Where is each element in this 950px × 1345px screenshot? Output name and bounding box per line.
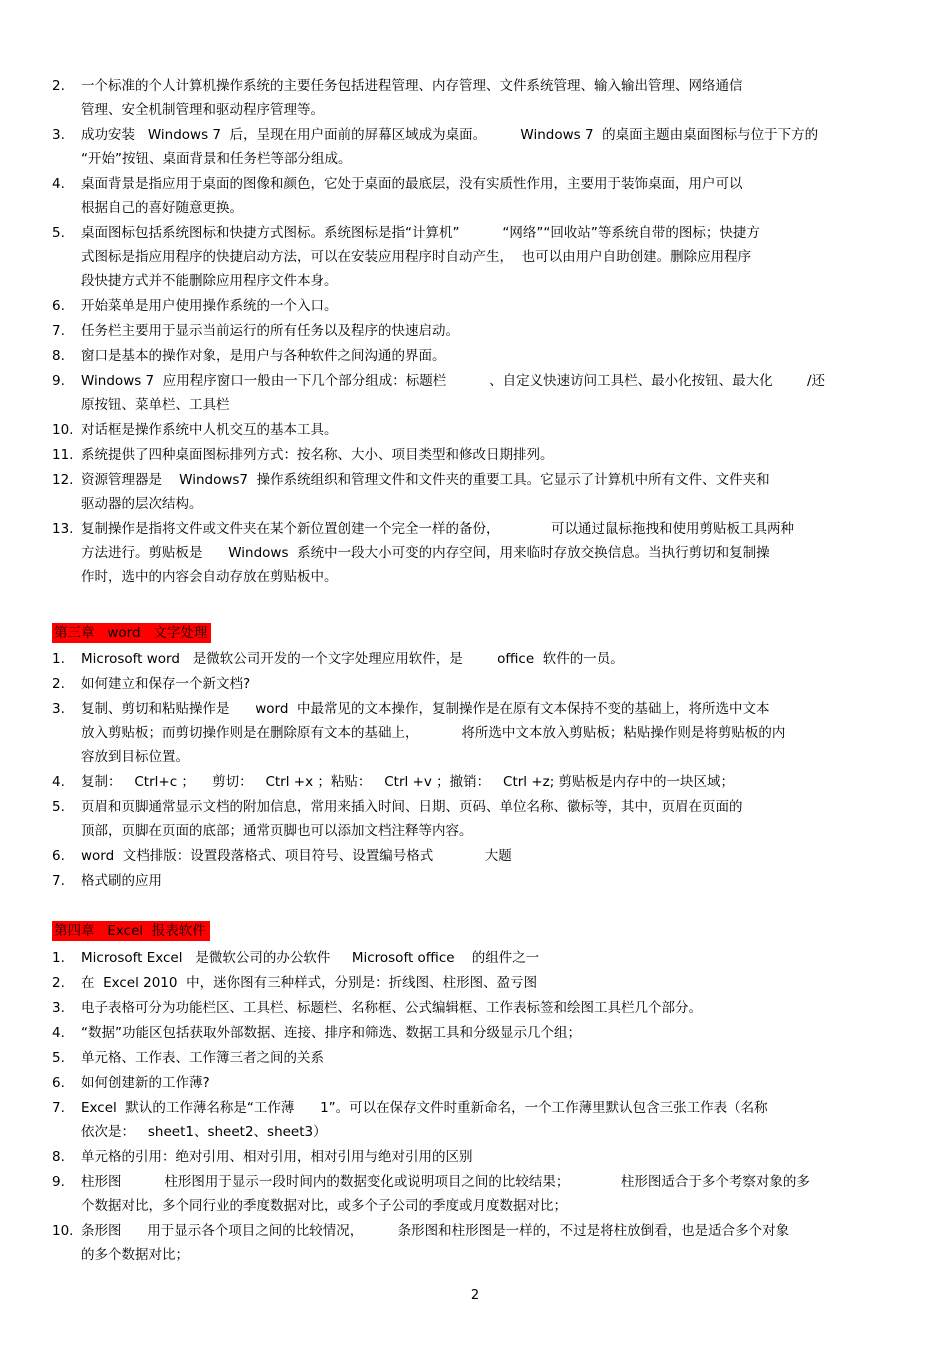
- list-item: [0, 221, 950, 293]
- list-item: [0, 770, 950, 794]
- item-number: 7.: [52, 873, 65, 889]
- list-item: [0, 672, 950, 696]
- item-text-line: 驱动器的层次结构。: [81, 496, 203, 512]
- item-number: 8.: [52, 348, 65, 364]
- list-item: [0, 1096, 950, 1144]
- list-item: [0, 418, 950, 442]
- list-item: [0, 1046, 950, 1070]
- item-text-line: 复制操作是指将文件或文件夹在某个新位置创建一个完全一样的备份， 可以通过鼠标拖拽和使用剪贴板工具两种: [81, 521, 794, 537]
- item-number: 3.: [52, 701, 65, 717]
- item-text-line: Excel 默认的工作薄名称是“工作薄 1”。可以在保存文件时重新命名，一个工作薄里默认包含三张工作表（名称: [81, 1100, 768, 1116]
- item-number: 6.: [52, 1075, 65, 1091]
- item-number: 10.: [52, 422, 74, 438]
- item-text-line: 个数据对比，多个同行业的季度数据对比，或多个子公司的季度或月度数据对比；: [81, 1198, 567, 1214]
- item-number: 11.: [52, 447, 74, 463]
- list-item: [0, 1071, 950, 1095]
- list-item: [0, 443, 950, 467]
- item-text-line: 系统提供了四种桌面图标排列方式：按名称、大小、项目类型和修改日期排列。: [81, 447, 554, 463]
- item-text-line: word 文档排版：设置段落格式、项目符号、设置编号格式 大题: [81, 848, 512, 864]
- list-item: [0, 319, 950, 343]
- item-text-line: 格式刷的应用: [81, 873, 162, 889]
- item-number: 1.: [52, 950, 65, 966]
- item-text-line: 柱形图 柱形图用于显示一段时间内的数据变化或说明项目之间的比较结果； 柱形图适合于多个考察对象的多: [81, 1174, 810, 1190]
- item-text-line: Microsoft Excel 是微软公司的办公软件 Microsoft office 的组件之一: [81, 950, 540, 966]
- item-text-line: “数据”功能区包括获取外部数据、连接、排序和筛选、数据工具和分级显示几个组；: [81, 1025, 581, 1041]
- item-text-line: 作时，选中的内容会自动存放在剪贴板中。: [81, 569, 338, 585]
- list-item: [0, 697, 950, 769]
- item-number: 3.: [52, 127, 65, 143]
- item-number: 2.: [52, 975, 65, 991]
- list-item: [0, 172, 950, 220]
- list-item: [0, 468, 950, 516]
- list-item: [0, 1170, 950, 1218]
- item-text-line: 桌面图标包括系统图标和快捷方式图标。系统图标是指“计算机” “网络”“回收站”等系统自带的图标；快捷方: [81, 225, 760, 241]
- list-item: [0, 946, 950, 970]
- list-item: [0, 369, 950, 417]
- item-text-line: 段快捷方式并不能删除应用程序文件本身。: [81, 273, 338, 289]
- list-item: [0, 344, 950, 368]
- item-number: 4.: [52, 774, 65, 790]
- list-item: [0, 844, 950, 868]
- chapter4-list: [0, 946, 950, 1268]
- item-text-line: 的多个数据对比；: [81, 1247, 189, 1263]
- item-text-line: 开始菜单是用户使用操作系统的一个入口。: [81, 298, 338, 314]
- item-text-line: 根据自己的喜好随意更换。: [81, 200, 243, 216]
- item-number: 9.: [52, 373, 65, 389]
- item-text-line: Windows 7 应用程序窗口一般由一下几个部分组成：标题栏 、自定义快速访问工具栏、最小化按钮、最大化 /还: [81, 373, 826, 389]
- list-item: [0, 647, 950, 671]
- item-text-line: 电子表格可分为功能栏区、工具栏、标题栏、名称框、公式编辑框、工作表标签和绘图工具栏几个部分。: [81, 1000, 702, 1016]
- item-number: 9.: [52, 1174, 65, 1190]
- item-number: 4.: [52, 176, 65, 192]
- item-number: 6.: [52, 848, 65, 864]
- item-number: 4.: [52, 1025, 65, 1041]
- item-text-line: 复制： Ctrl+c ； 剪切： Ctrl +x ；粘贴： Ctrl +v ；撤销： Ctrl +z; 剪贴板是内存中的一块区域；: [81, 774, 735, 790]
- item-text-line: 顶部，页脚在页面的底部；通常页脚也可以添加文档注释等内容。: [81, 823, 473, 839]
- item-number: 3.: [52, 1000, 65, 1016]
- list-item: [0, 971, 950, 995]
- item-number: 2.: [52, 78, 65, 94]
- item-number: 12.: [52, 472, 74, 488]
- item-text-line: 对话框是操作系统中人机交互的基本工具。: [81, 422, 338, 438]
- item-text-line: 在 Excel 2010 中，迷你图有三种样式，分别是：折线图、柱形图、盈亏图: [81, 975, 538, 991]
- item-number: 2.: [52, 676, 65, 692]
- item-text-line: 单元格的引用：绝对引用、相对引用，相对引用与绝对引用的区别: [81, 1149, 473, 1165]
- list-item: [0, 517, 950, 589]
- list-item: [0, 74, 950, 122]
- item-text-line: 式图标是指应用程序的快捷启动方法，可以在安装应用程序时自动产生， 也可以由用户自助创建。删除应用程序: [81, 249, 752, 265]
- item-number: 5.: [52, 799, 65, 815]
- item-text-line: 如何创建新的工作薄?: [81, 1075, 210, 1091]
- list-item: [0, 996, 950, 1020]
- chapter2-list: [0, 74, 950, 590]
- item-text-line: 管理、安全机制管理和驱动程序管理等。: [81, 102, 324, 118]
- chapter3-list: [0, 647, 950, 894]
- list-item: [0, 1145, 950, 1169]
- item-text-line: 原按钮、菜单栏、工具栏: [81, 397, 230, 413]
- item-number: 13.: [52, 521, 74, 537]
- item-text-line: 窗口是基本的操作对象，是用户与各种软件之间沟通的界面。: [81, 348, 446, 364]
- list-item: [0, 294, 950, 318]
- chapter4-heading: 第四章 Excel 报表软件: [52, 921, 210, 941]
- list-item: [0, 1219, 950, 1267]
- item-text-line: 如何建立和保存一个新文档?: [81, 676, 251, 692]
- item-text-line: 依次是： sheet1、sheet2、sheet3）: [81, 1124, 327, 1140]
- item-text-line: 一个标准的个人计算机操作系统的主要任务包括进程管理、内存管理、文件系统管理、输入输出管理、网络通信: [81, 78, 743, 94]
- item-text-line: 方法进行。剪贴板是 Windows 系统中一段大小可变的内存空间，用来临时存放交换信息。当执行剪切和复制操: [81, 545, 770, 561]
- item-number: 7.: [52, 323, 65, 339]
- list-item: [0, 869, 950, 893]
- item-text-line: 桌面背景是指应用于桌面的图像和颜色，它处于桌面的最底层，没有实质性作用，主要用于装饰桌面，用户可以: [81, 176, 743, 192]
- item-text-line: 资源管理器是 Windows7 操作系统组织和管理文件和文件夹的重要工具。它显示了计算机中所有文件、文件夹和: [81, 472, 770, 488]
- item-text-line: 成功安装 Windows 7 后，呈现在用户面前的屏幕区域成为桌面。 Windows 7 的桌面主题由桌面图标与位于下方的: [81, 127, 819, 143]
- item-number: 7.: [52, 1100, 65, 1116]
- item-number: 1.: [52, 651, 65, 667]
- item-text-line: 任务栏主要用于显示当前运行的所有任务以及程序的快速启动。: [81, 323, 459, 339]
- page-number: 2: [470, 1288, 480, 1303]
- list-item: [0, 1021, 950, 1045]
- item-text-line: 容放到目标位置。: [81, 749, 189, 765]
- item-number: 5.: [52, 225, 65, 241]
- item-text-line: 放入剪贴板；而剪切操作则是在删除原有文本的基础上， 将所选中文本放入剪贴板；粘贴操作则是将剪贴板的内: [81, 725, 786, 741]
- item-text-line: “开始”按钮、桌面背景和任务栏等部分组成。: [81, 151, 352, 167]
- item-text-line: 条形图 用于显示各个项目之间的比较情况， 条形图和柱形图是一样的，不过是将柱放倒看，也是适合多个对象: [81, 1223, 790, 1239]
- list-item: [0, 795, 950, 843]
- item-number: 8.: [52, 1149, 65, 1165]
- chapter3-heading: 第三章 word 文字处理: [52, 623, 211, 643]
- item-number: 6.: [52, 298, 65, 314]
- list-item: [0, 123, 950, 171]
- item-text-line: 页眉和页脚通常显示文档的附加信息，常用来插入时间、日期、页码、单位名称、徽标等，其中，页眉在页面的: [81, 799, 743, 815]
- item-number: 10.: [52, 1223, 74, 1239]
- item-text-line: Microsoft word 是微软公司开发的一个文字处理应用软件，是 office 软件的一员。: [81, 651, 624, 667]
- item-text-line: 单元格、工作表、工作簿三者之间的关系: [81, 1050, 324, 1066]
- item-number: 5.: [52, 1050, 65, 1066]
- item-text-line: 复制、剪切和粘贴操作是 word 中最常见的文本操作，复制操作是在原有文本保持不变的基础上，将所选中文本: [81, 701, 770, 717]
